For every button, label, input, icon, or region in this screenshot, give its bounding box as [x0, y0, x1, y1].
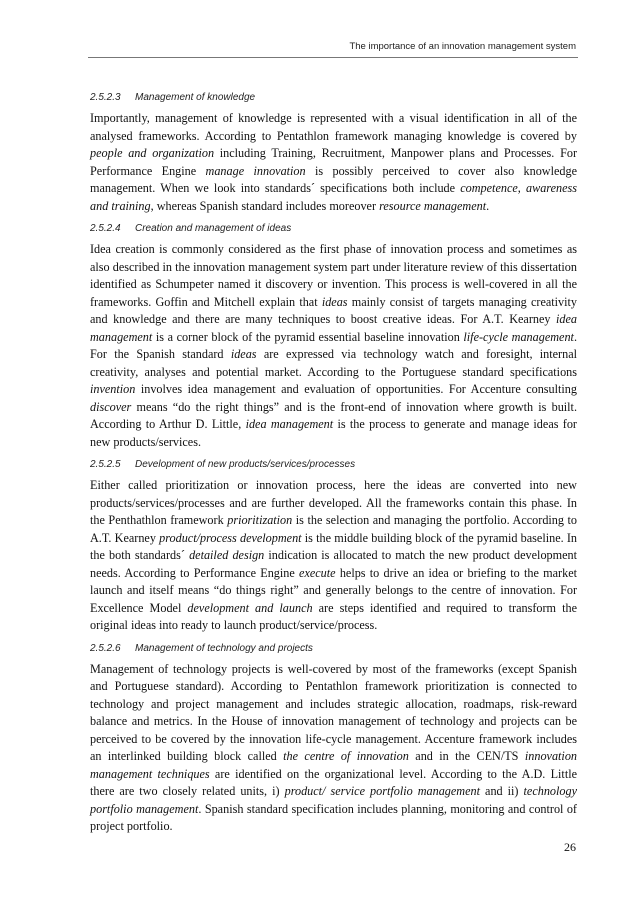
text-run: involves idea management and evaluation of opportunities. For Accenture consulting — [135, 382, 577, 396]
text-run: . For the Spanish standard — [90, 329, 577, 361]
text-run: and in the CEN/TS — [408, 749, 525, 763]
text-run: is the middle building block of the pyramid baseline. In the both standards´ — [90, 530, 578, 562]
section-number: 2.5.2.4 — [90, 223, 121, 234]
emphasized-term: discover — [90, 399, 132, 414]
section-paragraph — [90, 110, 577, 215]
emphasized-term: competence, awareness and training — [90, 181, 577, 213]
text-run: are expressed via technology watch and foresight, internal creativity, analyses and potential market. According to the Portuguese standard specifications — [90, 347, 577, 379]
emphasized-term: resource management — [379, 198, 487, 213]
text-run: is a corner block of the pyramid essential baseline innovation — [152, 329, 464, 344]
text-run: are identified on the organizational level. According to the A.D. Little there are two closely related units, i) — [90, 766, 577, 798]
text-run: Idea creation is commonly considered as the first phase of innovation process and sometimes as also described in the innovation management system part under literature review of this dissertation identified as Schumpeter named it discovery or invention. This process is well-covered in all the frameworks. Goffin and Mitchell explain that — [90, 242, 577, 309]
section-number: 2.5.2.5 — [90, 459, 121, 470]
page-number: 26 — [564, 840, 576, 854]
text-run: including Training, Recruitment, Manpower plans and Processes. For Performance Engine — [90, 146, 577, 178]
emphasized-term: product/process development — [159, 530, 302, 545]
emphasized-term: idea management — [245, 417, 334, 431]
emphasized-term: ideas — [230, 347, 257, 361]
section — [90, 459, 577, 635]
emphasized-term: manage innovation — [205, 163, 306, 178]
running-header: The importance of an innovation management system — [349, 41, 576, 52]
text-run: . — [486, 198, 490, 213]
text-run: are steps identified and required to transform the original ideas into ready to launch product/service/process. — [90, 600, 577, 632]
text-run: Management of technology projects is well-covered by most of the frameworks (except Spanish and Portuguese standard). According to Pentathlon framework prioritization is connected to technology and project management and includes strategic allocation, roadmaps, risk-reward balance and metrics. In the House of innovation management of technology and projects can be perceived to be covered by the innovation life-cycle management. Accenture framework includes an interlinked building block called — [90, 661, 577, 763]
section — [90, 643, 577, 836]
emphasized-term: innovation management techniques — [90, 749, 578, 781]
header-rule — [88, 57, 578, 58]
section-heading — [90, 643, 577, 654]
text-run: indication is allocated to match the new product development needs. According to Performance Engine — [90, 548, 577, 580]
section-heading — [90, 459, 577, 470]
section-title: Management of technology and projects — [135, 642, 313, 654]
section-title: Development of new products/services/processes — [135, 459, 356, 470]
text-run: mainly consist of targets managing creativity and knowledge and there are many techniques to boost creative ideas. For A.T. Kearney — [90, 294, 577, 326]
emphasized-term: invention — [90, 382, 136, 396]
emphasized-term: idea management — [90, 312, 577, 344]
emphasized-term: technology portfolio management — [90, 784, 578, 816]
text-run: and ii) — [480, 784, 524, 798]
emphasized-term: people and organization — [90, 146, 215, 160]
section — [90, 223, 577, 451]
text-run: Importantly, management of knowledge is represented with a visual identification in all of the analysed frameworks. According to Pentathlon framework managing knowledge is covered by — [90, 111, 577, 143]
text-run: is the process to generate and manage ideas for new products/services. — [90, 417, 577, 449]
section-heading — [90, 223, 577, 234]
text-run: , whereas Spanish standard includes moreover — [150, 198, 380, 213]
text-run: helps to drive an idea or briefing to the market launch and itself means “do things right” and generally belongs to the centre of innovation. For Excellence Model — [90, 565, 577, 615]
text-run: is possibly perceived to cover also knowledge management. When we look into standards´ specifications both include — [90, 163, 578, 195]
emphasized-term: detailed design — [189, 548, 265, 562]
emphasized-term: development and launch — [187, 600, 313, 615]
emphasized-term: product/ service portfolio management — [284, 784, 480, 798]
section — [90, 92, 577, 215]
text-run: is the selection and managing the portfolio. According to A.T. Kearney — [90, 513, 578, 545]
section-title: Creation and management of ideas — [135, 223, 292, 234]
text-run: Either called prioritization or innovation process, here the ideas are converted into new products/services/processes and are further developed. All the frameworks contain this phase. In the Penthathlon framework — [90, 478, 577, 527]
section-paragraph — [90, 477, 577, 635]
section-paragraph — [90, 241, 577, 451]
emphasized-term: execute — [299, 565, 336, 580]
emphasized-term: life-cycle management — [463, 329, 574, 344]
text-run: means “do the right things” and is the front-end of innovation where growth is built. According to Arthur D. Little, — [90, 399, 577, 431]
emphasized-term: prioritization — [227, 513, 293, 527]
section-paragraph — [90, 661, 577, 836]
page-body — [90, 92, 577, 844]
section-title: Management of knowledge — [135, 92, 256, 103]
section-number: 2.5.2.3 — [90, 92, 121, 103]
emphasized-term: ideas — [321, 294, 348, 309]
text-run: . Spanish standard specification includes planning, monitoring and control of project portfolio. — [90, 801, 577, 833]
section-number: 2.5.2.6 — [90, 642, 121, 654]
emphasized-term: the centre of innovation — [283, 749, 409, 763]
section-heading — [90, 92, 577, 103]
